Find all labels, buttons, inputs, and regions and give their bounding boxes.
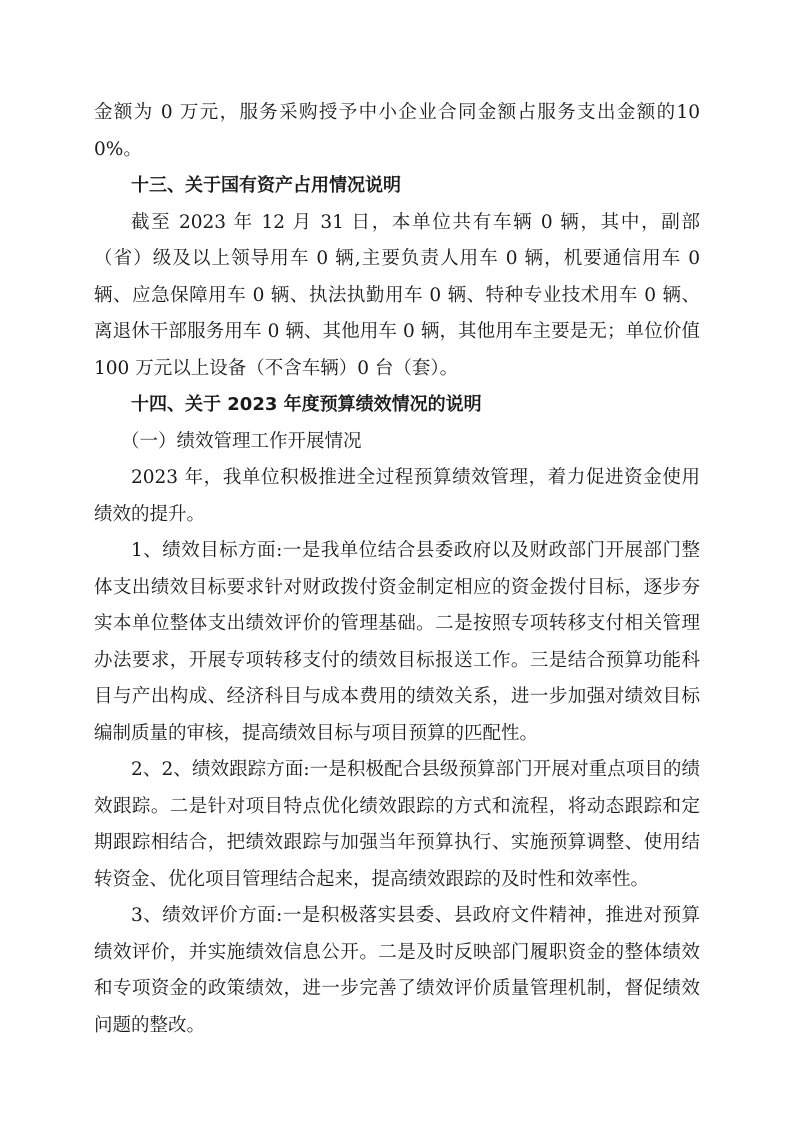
heading-budget-performance: 十四、关于 2023 年度预算绩效情况的说明 xyxy=(131,394,482,415)
paragraph-performance-tracking: 2、2、绩效跟踪方面:一是积极配合县级预算部门开展对重点项目的绩效跟踪。二是针对项目特点优化绩效跟踪的方式和流程，将动态跟踪和定期跟踪相结合，把绩效跟踪与加强当年预算执行、实施预算调整、使用结转资金、优化项目管理结合起来，提高绩效跟踪的及时性和效率性。 xyxy=(94,759,700,890)
paragraph-vehicles-assets: 截至 2023 年 12 月 31 日，本单位共有车辆 0 辆，其中，副部（省）级及以上领导用车 0 辆,主要负责人用车 0 辆，机要通信用车 0 辆、应急保障用车 0 辆、执法执勤用车 0 辆、特种专业技术用车 0 辆、离退休干部服务用车 0 辆、其他用车 0 辆，其他用车主要是无；单位价值 100 万元以上设备（不含车辆）0 台（套）。 xyxy=(94,211,700,379)
paragraph-performance-goals: 1、绩效目标方面:一是我单位结合县委政府以及财政部门开展部门整体支出绩效目标要求针对财政拨付资金制定相应的资金拨付目标，逐步夯实本单位整体支出绩效评价的管理基础。二是按照专项转移支付相关管理办法要求，开展专项转移支付的绩效目标报送工作。三是结合预算功能科目与产出构成、经济科目与成本费用的绩效关系，进一步加强对绩效目标编制质量的审核，提高绩效目标与项目预算的匹配性。 xyxy=(94,540,700,744)
paragraph-procurement-continuation: 金额为 0 万元，服务采购授予中小企业合同金额占服务支出金额的100%。 xyxy=(94,102,700,160)
document-page xyxy=(94,95,700,1044)
heading-state-assets: 十三、关于国有资产占用情况说明 xyxy=(131,175,401,196)
paragraph-performance-evaluation: 3、绩效评价方面:一是积极落实县委、县政府文件精神，推进对预算绩效评价，并实施绩效信息公开。二是及时反映部门履职资金的整体绩效和专项资金的政策绩效，进一步完善了绩效评价质量管理机制，督促绩效问题的整改。 xyxy=(94,905,700,1036)
paragraph-performance-intro: 2023 年，我单位积极推进全过程预算绩效管理，着力促进资金使用绩效的提升。 xyxy=(94,467,700,525)
subheading-performance-management: （一）绩效管理工作开展情况 xyxy=(121,430,362,452)
